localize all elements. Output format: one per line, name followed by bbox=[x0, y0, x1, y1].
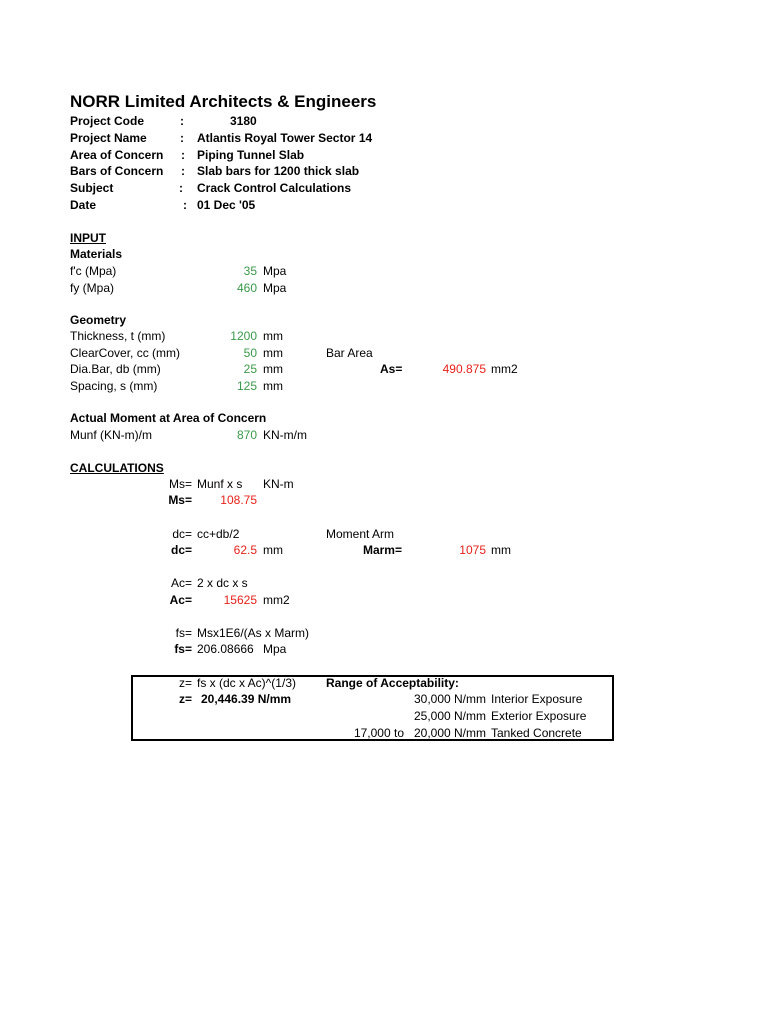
ac-value: 15625 bbox=[223, 593, 257, 607]
fy-unit: Mpa bbox=[263, 281, 287, 295]
calculations-heading: CALCULATIONS bbox=[70, 461, 164, 475]
range-row-3-prefix: 17,000 to bbox=[353, 726, 404, 740]
range-row-1-desc: Interior Exposure bbox=[491, 692, 583, 706]
ms-value: 108.75 bbox=[220, 493, 257, 507]
area-of-concern-label: Area of Concern bbox=[70, 148, 164, 162]
bars-of-concern-value: Slab bars for 1200 thick slab bbox=[197, 164, 360, 178]
ms-formula: Munf x s bbox=[197, 477, 243, 491]
dia-bar-value: 25 bbox=[243, 362, 257, 376]
subject-sep: : bbox=[179, 181, 183, 195]
z-value: 20,446.39 N/mm bbox=[201, 692, 292, 706]
clear-cover-value: 50 bbox=[243, 346, 257, 360]
z-formula: fs x (dc x Ac)^(1/3) bbox=[197, 676, 296, 690]
bars-of-concern-label: Bars of Concern bbox=[70, 164, 164, 178]
ac-unit: mm2 bbox=[263, 593, 290, 607]
fc-unit: Mpa bbox=[263, 264, 287, 278]
project-code-value: 3180 bbox=[230, 114, 257, 128]
bar-area-label: Bar Area bbox=[326, 346, 373, 360]
dc-unit: mm bbox=[263, 543, 283, 557]
input-heading: INPUT bbox=[70, 231, 106, 245]
range-row-3-value: 20,000 N/mm bbox=[413, 726, 486, 740]
z-formula-label: z= bbox=[178, 676, 192, 690]
munf-label: Munf (KN-m)/m bbox=[70, 428, 152, 442]
fs-formula-label: fs= bbox=[175, 626, 192, 640]
fy-value: 460 bbox=[236, 281, 257, 295]
dc-formula: cc+db/2 bbox=[197, 527, 240, 541]
ms-label: Ms= bbox=[168, 493, 192, 507]
range-row-1-value: 30,000 N/mm bbox=[413, 692, 486, 706]
project-code-label: Project Code bbox=[70, 114, 145, 128]
as-value: 490.875 bbox=[442, 362, 486, 376]
range-heading: Range of Acceptability: bbox=[326, 676, 459, 690]
marm-value: 1075 bbox=[459, 543, 486, 557]
moment-arm-heading: Moment Arm bbox=[326, 527, 395, 541]
materials-heading: Materials bbox=[70, 247, 123, 261]
project-name-value: Atlantis Royal Tower Sector 14 bbox=[197, 131, 373, 145]
date-label: Date bbox=[70, 198, 97, 212]
ms-formula-unit: KN-m bbox=[263, 477, 294, 491]
date-value: 01 Dec '05 bbox=[197, 198, 256, 212]
fs-unit: Mpa bbox=[263, 642, 287, 656]
spacing-value: 125 bbox=[236, 379, 257, 393]
range-row-2-value: 25,000 N/mm bbox=[413, 709, 486, 723]
as-label: As= bbox=[380, 362, 403, 376]
marm-unit: mm bbox=[491, 543, 511, 557]
ms-formula-label: Ms= bbox=[168, 477, 192, 491]
range-row-2-desc: Exterior Exposure bbox=[491, 709, 587, 723]
fc-value: 35 bbox=[243, 264, 257, 278]
project-code-sep: : bbox=[180, 114, 184, 128]
subject-label: Subject bbox=[70, 181, 114, 195]
moment-heading: Actual Moment at Area of Concern bbox=[70, 411, 267, 425]
as-unit: mm2 bbox=[491, 362, 518, 376]
fs-formula: Msx1E6/(As x Marm) bbox=[197, 626, 310, 640]
spacing-unit: mm bbox=[263, 379, 283, 393]
dc-formula-label: dc= bbox=[172, 527, 192, 541]
dia-bar-label: Dia.Bar, db (mm) bbox=[70, 362, 161, 376]
fs-label: fs= bbox=[174, 642, 192, 656]
project-name-sep: : bbox=[180, 131, 184, 145]
dc-value: 62.5 bbox=[233, 543, 257, 557]
fs-value: 206.08666 bbox=[197, 642, 254, 656]
fc-label: f'c (Mpa) bbox=[70, 264, 117, 278]
subject-value: Crack Control Calculations bbox=[197, 181, 352, 195]
munf-value: 870 bbox=[236, 428, 257, 442]
bars-of-concern-sep: : bbox=[181, 164, 185, 178]
z-label: z= bbox=[178, 692, 192, 706]
ac-label: Ac= bbox=[169, 593, 192, 607]
thickness-unit: mm bbox=[263, 329, 283, 343]
date-sep: : bbox=[183, 198, 187, 212]
dc-label: dc= bbox=[170, 543, 192, 557]
company-title: NORR Limited Architects & Engineers bbox=[70, 92, 377, 111]
area-of-concern-value: Piping Tunnel Slab bbox=[197, 148, 305, 162]
clear-cover-unit: mm bbox=[263, 346, 283, 360]
fy-label: fy (Mpa) bbox=[70, 281, 115, 295]
thickness-value: 1200 bbox=[230, 329, 257, 343]
range-row-3-desc: Tanked Concrete bbox=[491, 726, 582, 740]
clear-cover-label: ClearCover, cc (mm) bbox=[70, 346, 181, 360]
ac-formula: 2 x dc x s bbox=[197, 576, 248, 590]
munf-unit: KN-m/m bbox=[263, 428, 307, 442]
area-of-concern-sep: : bbox=[181, 148, 185, 162]
ac-formula-label: Ac= bbox=[170, 576, 192, 590]
dia-bar-unit: mm bbox=[263, 362, 283, 376]
geometry-heading: Geometry bbox=[70, 313, 127, 327]
spacing-label: Spacing, s (mm) bbox=[70, 379, 158, 393]
thickness-label: Thickness, t (mm) bbox=[70, 329, 166, 343]
marm-label: Marm= bbox=[362, 543, 402, 557]
project-name-label: Project Name bbox=[70, 131, 147, 145]
